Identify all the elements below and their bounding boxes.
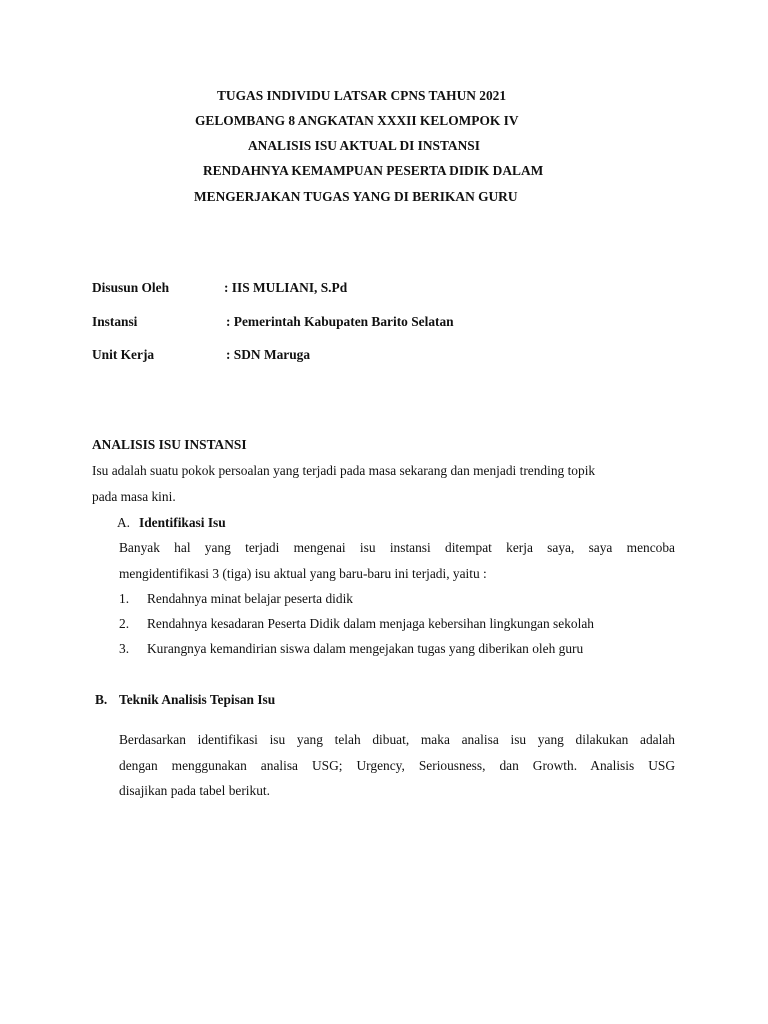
list-item-number: 3.	[119, 641, 130, 656]
title-line-2: GELOMBANG 8 ANGKATAN XXXII KELOMPOK IV	[195, 113, 519, 128]
section-b-line-1: Berdasarkan identifikasi isu yang telah dibuat, maka analisa isu yang dilakukan adalah	[119, 732, 675, 747]
info-label-unit-kerja: Unit Kerja	[92, 347, 155, 362]
list-item: Rendahnya kesadaran Peserta Didik dalam menjaga kebersihan lingkungan sekolah	[147, 616, 594, 631]
intro-line-1: Isu adalah suatu pokok persoalan yang terjadi pada masa sekarang dan menjadi trending topik	[92, 463, 596, 478]
section-b-marker: B.	[95, 692, 108, 707]
list-item-number: 1.	[119, 591, 130, 606]
info-value-instansi: : Pemerintah Kabupaten Barito Selatan	[226, 314, 454, 329]
info-value-disusun-oleh: : IIS MULIANI, S.Pd	[224, 280, 348, 295]
list-item: Kurangnya kemandirian siswa dalam mengejakan tugas yang diberikan oleh guru	[147, 641, 584, 656]
info-label-instansi: Instansi	[92, 314, 138, 329]
section-heading: ANALISIS ISU INSTANSI	[92, 437, 247, 452]
title-line-5: MENGERJAKAN TUGAS YANG DI BERIKAN GURU	[194, 189, 518, 204]
list-item-number: 2.	[119, 616, 130, 631]
section-a-line-2: mengidentifikasi 3 (tiga) isu aktual yang baru-baru ini terjadi, yaitu :	[119, 566, 487, 581]
title-line-1: TUGAS INDIVIDU LATSAR CPNS TAHUN 2021	[217, 88, 507, 103]
section-b-line-2: dengan menggunakan analisa USG; Urgency, Seriousness, dan Growth. Analisis USG	[119, 758, 675, 773]
section-b-line-3: disajikan pada tabel berikut.	[119, 783, 270, 798]
intro-line-2: pada masa kini.	[92, 489, 176, 504]
list-item: Rendahnya minat belajar peserta didik	[147, 591, 353, 606]
section-a-title: Identifikasi Isu	[139, 515, 226, 530]
section-b-title: Teknik Analisis Tepisan Isu	[119, 692, 276, 707]
title-line-3: ANALISIS ISU AKTUAL DI INSTANSI	[248, 138, 480, 153]
title-line-4: RENDAHNYA KEMAMPUAN PESERTA DIDIK DALAM	[203, 163, 544, 178]
section-a-marker: A.	[117, 515, 131, 530]
info-value-unit-kerja: : SDN Maruga	[226, 347, 311, 362]
info-label-disusun-oleh: Disusun Oleh	[92, 280, 170, 295]
section-a-line-1: Banyak hal yang terjadi mengenai isu instansi ditempat kerja saya, saya mencoba	[119, 540, 675, 555]
